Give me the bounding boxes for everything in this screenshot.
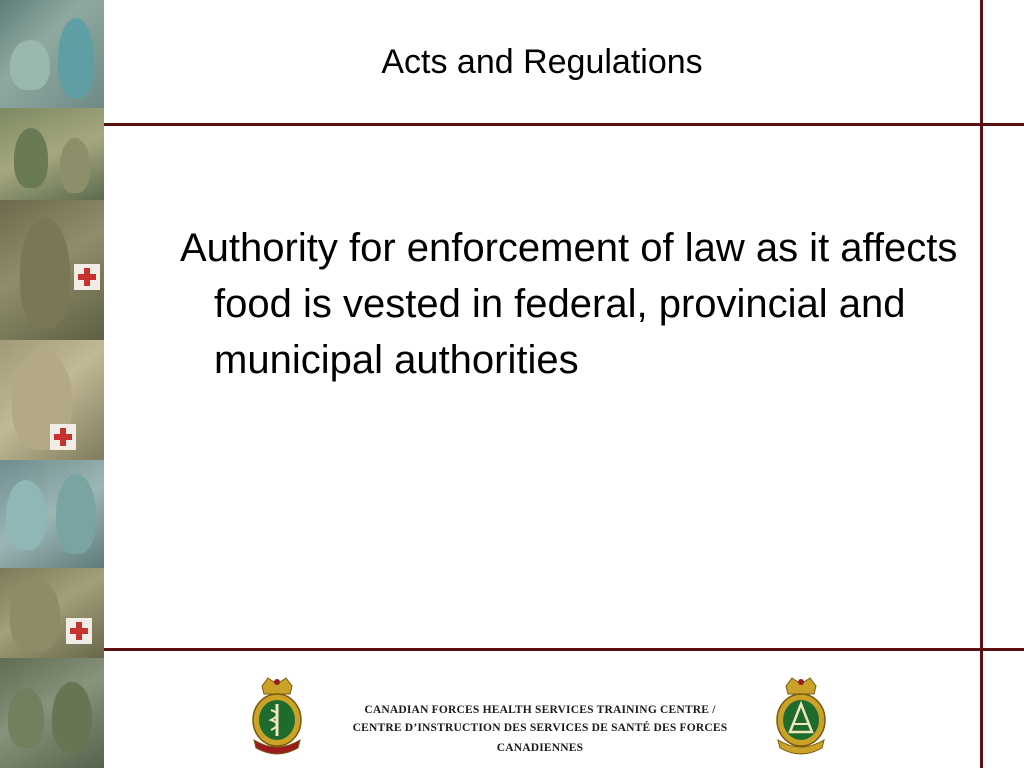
right-border-line [980, 0, 983, 768]
red-cross-icon [50, 424, 76, 450]
photo-nurse [0, 340, 104, 460]
photo-medical-staff [0, 0, 104, 108]
footer-text-french: CENTRE D’INSTRUCTION DES SERVICES DE SANTÉ DES FORCES CANADIENNES [352, 722, 728, 754]
photo-soldier-medic [0, 200, 104, 340]
photo-medic-arm [0, 568, 104, 658]
photo-collage [0, 0, 104, 768]
photo-field-unit [0, 108, 104, 200]
slide-title: Acts and Regulations [381, 43, 703, 81]
photo-classroom [0, 658, 104, 768]
training-centre-crest-icon [768, 674, 834, 758]
slide-body-text: Authority for enforcement of law as it affects food is vested in federal, provincial and municipal authorities [180, 226, 958, 382]
red-cross-icon [66, 618, 92, 644]
photo-dental-care [0, 460, 104, 568]
footer-text-english: CANADIAN FORCES HEALTH SERVICES TRAINING CENTRE / [364, 704, 716, 716]
header-divider [104, 123, 1024, 126]
red-cross-icon [74, 264, 100, 290]
footer-divider [104, 648, 1024, 651]
health-services-crest-icon [244, 674, 310, 758]
